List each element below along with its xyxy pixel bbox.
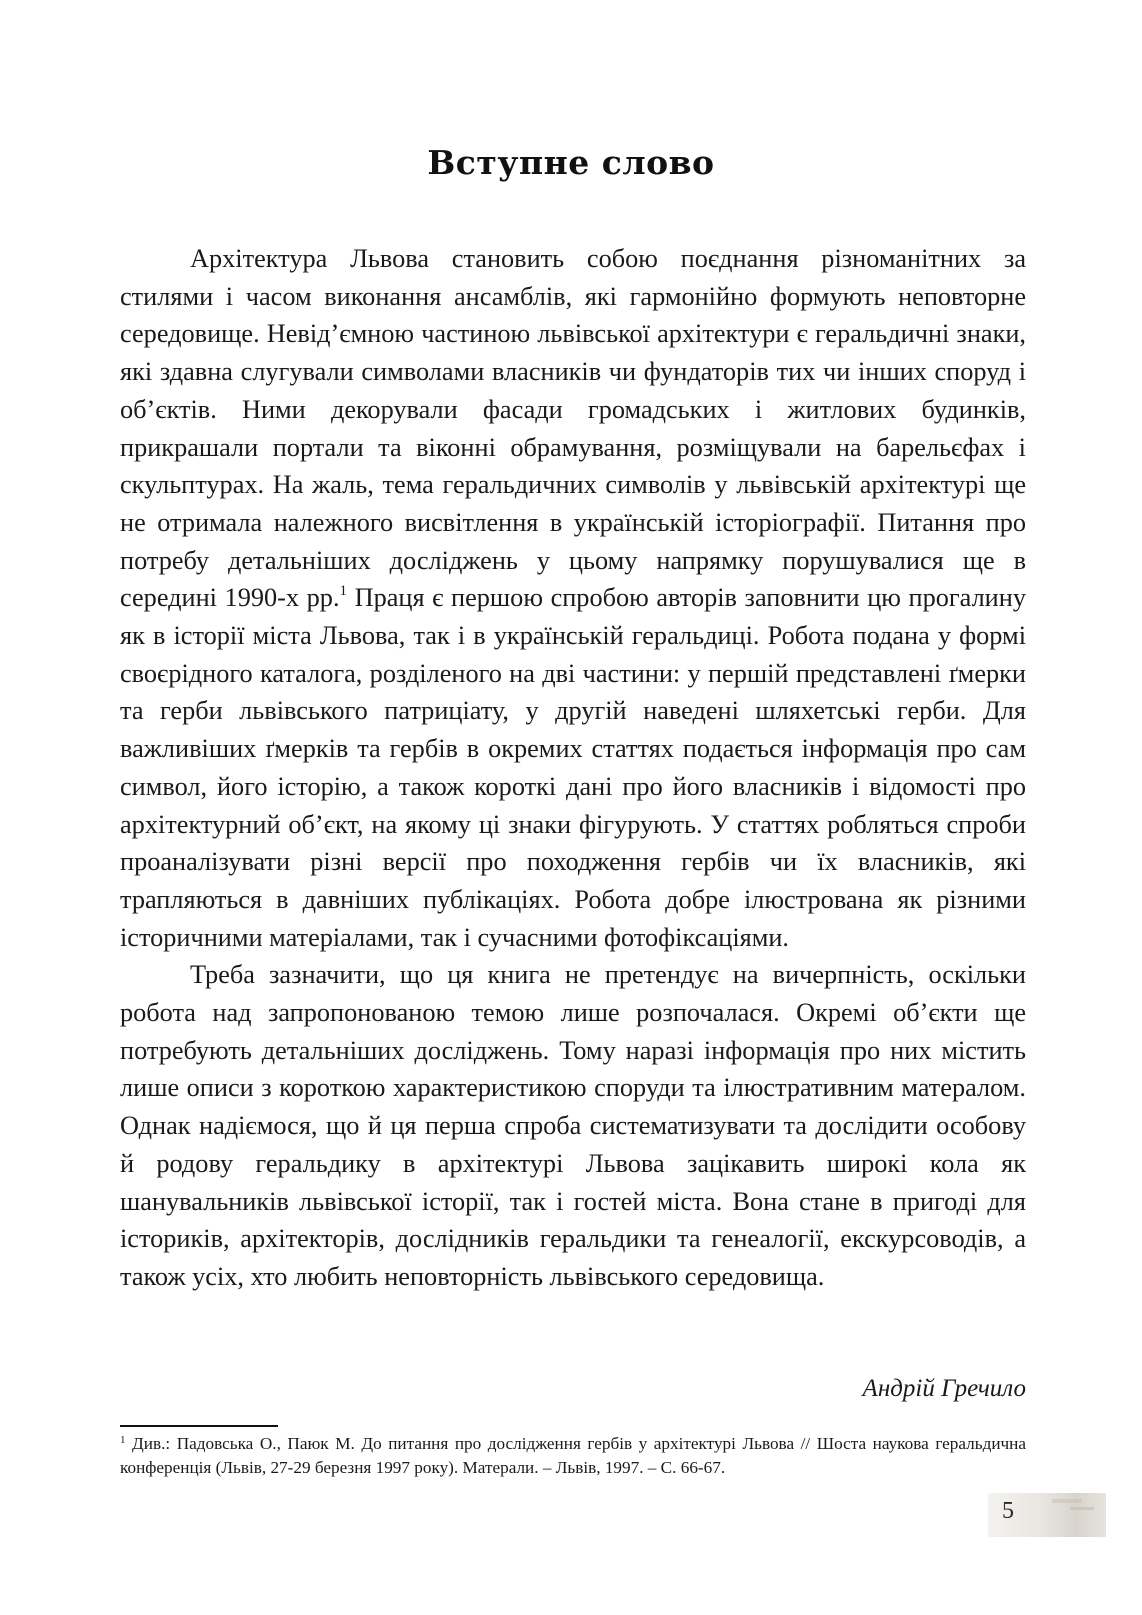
- paragraph-1: [120, 240, 1026, 956]
- paragraph-1-part-2: Праця є першою спробою авторів заповнити цю прогалину як в історії міста Львова, так і в українській геральдиці. Робота подана у формі своєрідного каталога, розділеного на дві частини: у першій представлені ґмерки та герби львівського патриціату, у другій наведені шляхетські герби. Для важливіших ґмерків та гербів в окремих статтях подається інформація про сам символ, його історію, а також короткі дані про його власників і відомості про архітектурний об’єкт, на якому ці знаки фігурують. У статтях робляться спроби проаналізувати різні версії про походження гербів чи їх власників, які трапляються в давніших публікаціях. Робота добре ілюстрована як різними історичними матеріалами, так і сучасними фотофіксаціями.: [120, 583, 1026, 952]
- footnote: [120, 1432, 1026, 1480]
- paragraph-1-part-1: Архітектура Львова становить собою поєднання різноманітних за стилями і часом виконання ансамблів, які гармонійно формують неповторне середовище. Невід’ємною частиною львівської архітектури є геральдичні знаки, які здавна слугували символами власників чи фундаторів тих чи інших споруд і об’єктів. Ними декорували фасади громадських і житлових будинків, прикрашали портали та віконні обрамування, розміщували на барельєфах і скульптурах. На жаль, тема геральдичних символів у львівській архітектурі ще не отримала належного висвітлення в українській історіографії. Питання про потребу детальніших досліджень у цьому напрямку порушувалися ще в середині 1990-х рр.: [120, 244, 1026, 613]
- page-number: 5: [1002, 1498, 1014, 1524]
- body-text: [120, 240, 1026, 1296]
- footnote-text: Див.: Падовська О., Паюк М. До питання про дослідження гербів у архітектурі Львова // Шоста наукова геральдична конференція (Львів, 27-29 березня 1997 року). Матерали. – Львів, 1997. – С. 66-67.: [120, 1434, 1026, 1477]
- page-title: Вступне слово: [427, 143, 715, 182]
- footnote-marker: 1: [120, 1434, 126, 1446]
- paragraph-2: Треба зазначити, що ця книга не претендує на вичерпність, оскільки робота над запропонованою темою лише розпочалася. Окремі об’єкти ще потребують детальніших досліджень. Тому наразі інформація про них містить лише описи з короткою характеристикою споруди та ілюстративним матералом. Однак надіємося, що й ця перша спроба систематизувати та дослідити особову й родову геральдику в архітектурі Львова зацікавить широкі кола як шанувальників львівської історії, так і гостей міста. Вона стане в пригоді для істориків, архітекторів, дослідників геральдики та генеалогії, екскурсоводів, а також усіх, хто любить неповторність львівського середовища.: [120, 960, 1026, 1291]
- badge-texture: [1070, 1507, 1094, 1510]
- author-signature: Андрій Гречило: [862, 1375, 1026, 1402]
- footnote-reference[interactable]: 1: [339, 583, 348, 600]
- badge-texture: [1052, 1499, 1082, 1503]
- footnote-divider: [120, 1425, 278, 1427]
